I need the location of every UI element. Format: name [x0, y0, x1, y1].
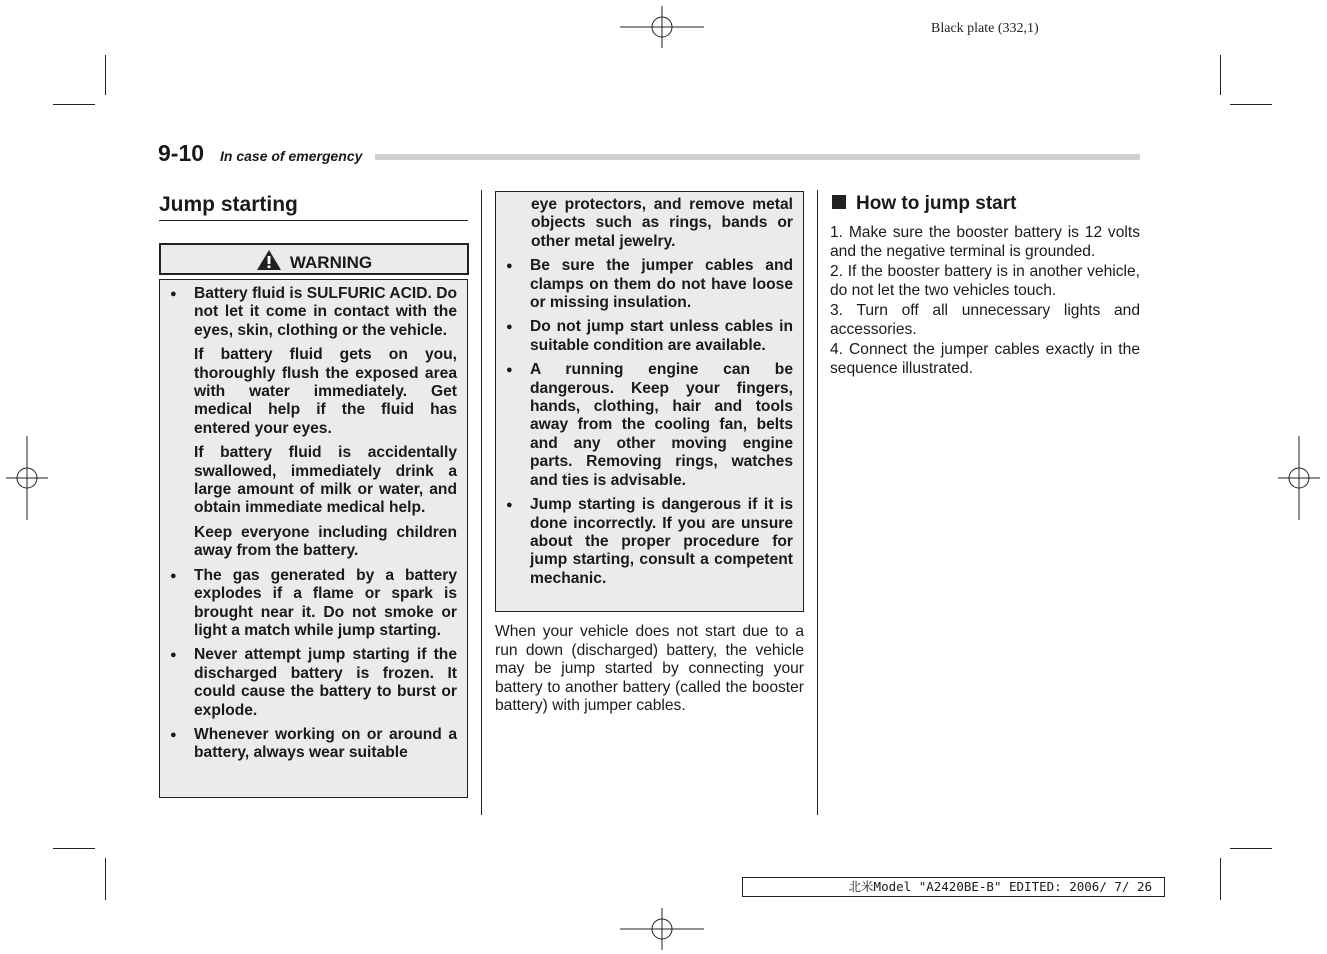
- registration-mark-right: [1276, 434, 1322, 522]
- heading-how-to-jump-start: [832, 193, 1016, 215]
- registration-mark-left: [4, 434, 50, 522]
- warning-item: ● Battery fluid is SULFURIC ACID. Do not let it come in contact with the eyes, skin, clothing or the vehicle.: [170, 285, 457, 340]
- footer-edit-info: 北米Model "A2420BE-B" EDITED: 2006/ 7/ 26: [742, 877, 1165, 897]
- crop-mark: [53, 848, 95, 849]
- step-item: 4. Connect the jumper cables exactly in the sequence illustrated.: [830, 341, 1140, 377]
- warning-item: ● Be sure the jumper cables and clamps on them do not have loose or missing insulation.: [506, 257, 793, 312]
- warning-triangle-icon: [256, 249, 282, 271]
- square-bullet-icon: [832, 195, 846, 209]
- warning-item: ● A running engine can be dangerous. Keep your fingers, hands, clothing, hair and tools away from the cooling fan, belts and any other moving engine parts. Removing rings, watches and ties is advisable.: [506, 361, 793, 490]
- crop-mark: [1230, 104, 1272, 105]
- crop-mark: [1220, 55, 1221, 95]
- warning-banner: [159, 243, 469, 275]
- registration-mark-top: [618, 4, 706, 50]
- step-item: 3. Turn off all unnecessary lights and accessories.: [830, 302, 1140, 338]
- heading-text: How to jump start: [856, 193, 1017, 214]
- warning-item: ● Do not jump start unless cables in suitable condition are available.: [506, 318, 793, 355]
- warning-item: ● The gas generated by a battery explodes if a flame or spark is brought near it. Do not smoke or light a match while jump starting.: [170, 567, 457, 641]
- step-item: 2. If the booster battery is in another vehicle, do not let the two vehicles touch.: [830, 263, 1140, 299]
- warning-item: ● Jump starting is dangerous if it is done incorrectly. If you are unsure about the proper procedure for jump starting, consult a competent mechanic.: [506, 496, 793, 588]
- column-divider: [817, 190, 818, 815]
- crop-mark: [53, 104, 95, 105]
- warning-label: WARNING: [289, 253, 373, 272]
- registration-mark-bottom: [618, 906, 706, 952]
- column-divider: [481, 190, 482, 815]
- section-title: In case of emergency: [220, 148, 363, 164]
- warning-continued: eye protectors, and remove metal objects such as rings, bands or other metal jewelry.: [531, 196, 793, 250]
- warning-item: ● Whenever working on or around a battery, always wear suitable: [170, 726, 457, 763]
- warning-box-2: [495, 191, 804, 612]
- step-item: 1. Make sure the booster battery is 12 volts and the negative terminal is grounded.: [830, 224, 1140, 260]
- crop-mark: [105, 55, 106, 95]
- warning-sub-paragraph: If battery fluid gets on you, thoroughly flush the exposed area with water immediately. Get medical help if the fluid has entered your eyes.: [194, 346, 457, 437]
- crop-mark: [1220, 858, 1221, 900]
- header-bar: [375, 154, 1140, 160]
- crop-mark: [105, 858, 106, 900]
- warning-sub-paragraph: Keep everyone including children away from the battery.: [194, 523, 457, 560]
- warning-sub-paragraph: If battery fluid is accidentally swallowed, immediately drink a large amount of milk or water, and obtain immediate medical help.: [194, 444, 457, 517]
- body-paragraph: When your vehicle does not start due to a run down (discharged) battery, the vehicle may be jump started by connecting your battery to another battery (called the booster battery) with jumper cables.: [495, 623, 804, 714]
- heading-jump-starting: Jump starting: [159, 193, 298, 216]
- plate-label: Black plate (332,1): [931, 21, 1039, 36]
- warning-item: ● Never attempt jump starting if the discharged battery is frozen. It could cause the battery to burst or explode.: [170, 646, 457, 720]
- heading-rule: [159, 220, 468, 221]
- page-number: 9-10: [158, 140, 205, 166]
- steps-list: [830, 224, 1140, 380]
- crop-mark: [1230, 848, 1272, 849]
- warning-box-1: [159, 279, 468, 798]
